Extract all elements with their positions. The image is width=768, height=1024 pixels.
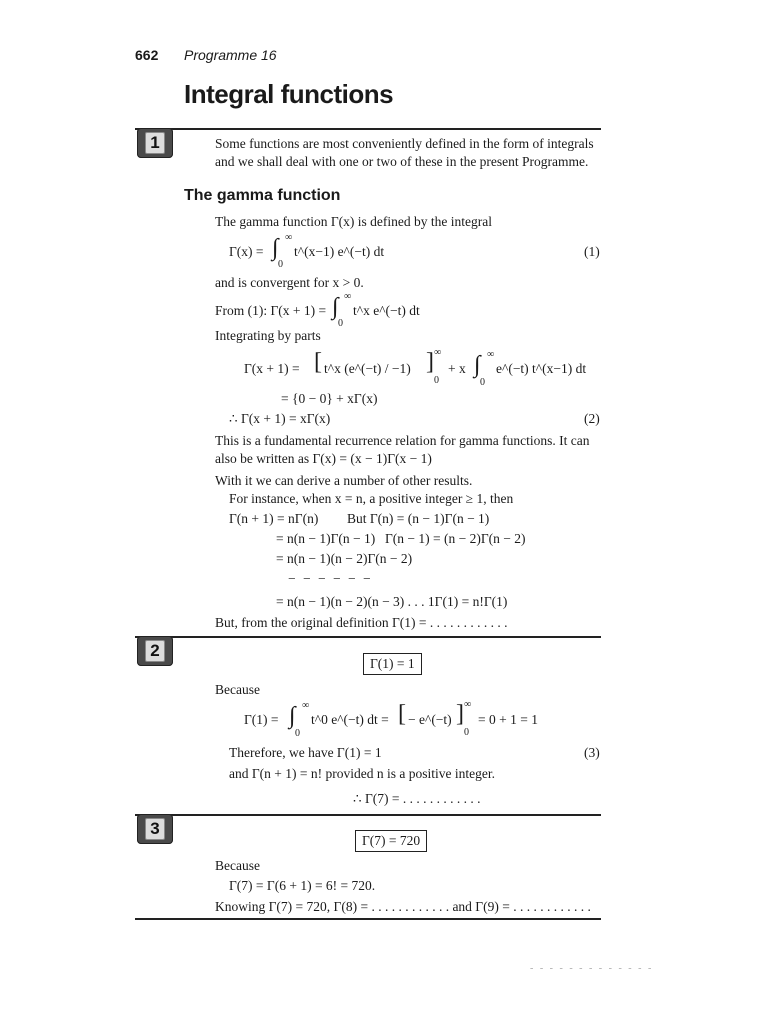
derive-text: With it we can derive a number of other results. [215,473,473,488]
calc-integral-sign: ∫ [289,703,296,729]
calc-lower-limit: 0 [295,728,300,739]
ibp-lhs: Γ(x + 1) = [244,361,300,376]
ibp-line-3: ∴ Γ(x + 1) = xΓ(x) [229,411,331,426]
frame-marker-1 [137,128,173,158]
chapter-title: Integral functions [184,79,394,109]
from1-integrand: t^x e^(−t) dt [353,303,420,318]
ibp-bracket-content: t^x (e^(−t) / −1) [324,361,411,376]
ibp-close-bracket: ] [426,349,434,375]
chain-3: = n(n − 1)(n − 2)Γ(n − 2) [276,551,413,566]
ibp-open-bracket: [ [314,349,322,375]
calc-integrand: t^0 e^(−t) dt = [311,712,389,727]
eq1-lower-limit: 0 [278,259,283,270]
int-by-parts-text: Integrating by parts [215,328,321,343]
eq1-integrand: t^(x−1) e^(−t) dt [294,244,385,259]
calc-upper-limit: ∞ [302,700,310,711]
calc-bracket-upper: ∞ [464,699,472,710]
from1-integral-sign: ∫ [332,294,339,320]
frame-marker-2 [137,636,173,666]
eq1-upper-limit: ∞ [285,232,293,243]
section-title: The gamma function [184,187,341,204]
calc-close-bracket: ] [456,701,464,727]
chain-2-left: = n(n − 1)Γ(n − 1) [276,531,376,546]
eq2-number: (2) [584,411,600,426]
because-3: Because [215,858,260,873]
because-2: Because [215,682,260,697]
and-line: and Γ(n + 1) = n! provided n is a positive integer. [229,766,495,781]
question-2: ∴ Γ(7) = . . . . . . . . . . . . [353,791,481,806]
frame-rule-3 [135,814,601,816]
intro-line-1: Some functions are most conveniently defined in the form of integrals [215,136,594,151]
ibp-lower-limit: 0 [480,377,485,388]
answer-box-3: Γ(7) = 720 [355,830,427,852]
frame-rule-1 [135,128,601,130]
chain-4: = n(n − 1)(n − 2)(n − 3) . . . 1Γ(1) = n!Γ(1) [276,594,508,609]
but-from-text: But, from the original definition Γ(1) = . . . . . . . . . . . . [215,615,508,630]
chain-2-right: Γ(n − 1) = (n − 2)Γ(n − 2) [385,531,526,546]
from1-lower-limit: 0 [338,318,343,329]
calc-bracket-content: − e^(−t) [408,712,452,727]
eq1-number: (1) [584,244,600,259]
recurrence-line-2: also be written as Γ(x) = (x − 1)Γ(x − 1) [215,451,432,466]
chain-dashes: − − − − − − [288,571,373,586]
frame-rule-2 [135,636,601,638]
calc-open-bracket: [ [398,701,406,727]
ibp-upper-limit: ∞ [487,349,495,360]
eq1-integral-sign: ∫ [272,235,279,261]
frame-number-2: 2 [145,640,165,662]
eq1-lhs: Γ(x) = [229,244,264,259]
frame3-line-1: Γ(7) = Γ(6 + 1) = 6! = 720. [229,878,376,893]
calc-bracket-lower: 0 [464,727,469,738]
defined-by-text: The gamma function Γ(x) is defined by the integral [215,214,492,229]
from1-lhs: From (1): Γ(x + 1) = [215,303,327,318]
from1-upper-limit: ∞ [344,291,352,302]
knowing-text: Knowing Γ(7) = 720, Γ(8) = . . . . . . . . . . . . and Γ(9) = . . . . . . . . . . . . [215,899,591,914]
ibp-integrand: e^(−t) t^(x−1) dt [496,361,587,376]
frame-number-3: 3 [145,818,165,840]
recurrence-line-1: This is a fundamental recurrence relation for gamma functions. It can [215,433,590,448]
ibp-plus-x: + x [448,361,466,376]
footer-dashes: - - - - - - - - - - - - - [530,963,654,974]
page-number: 662 [135,47,159,63]
calc-lhs: Γ(1) = [244,712,279,727]
convergent-text: and is convergent for x > 0. [215,275,364,290]
instance-text: For instance, when x = n, a positive integer ≥ 1, then [229,491,514,506]
ibp-line-2: = {0 − 0} + xΓ(x) [281,391,378,406]
ibp-bracket-lower: 0 [434,375,439,386]
therefore-text: Therefore, we have Γ(1) = 1 [229,745,382,760]
eq3-number: (3) [584,745,600,760]
ibp-bracket-upper: ∞ [434,347,442,358]
frame-number-1: 1 [145,132,165,154]
frame-marker-3 [137,814,173,844]
calc-result: = 0 + 1 = 1 [478,712,538,727]
intro-line-2: and we shall deal with one or two of these in the present Programme. [215,154,589,169]
chain-1-right: But Γ(n) = (n − 1)Γ(n − 1) [347,511,490,526]
answer-box-2: Γ(1) = 1 [363,653,422,675]
ibp-integral-sign: ∫ [474,352,481,378]
chain-1-left: Γ(n + 1) = nΓ(n) [229,511,319,526]
bottom-rule [135,918,601,920]
programme-label: Programme 16 [184,47,277,63]
